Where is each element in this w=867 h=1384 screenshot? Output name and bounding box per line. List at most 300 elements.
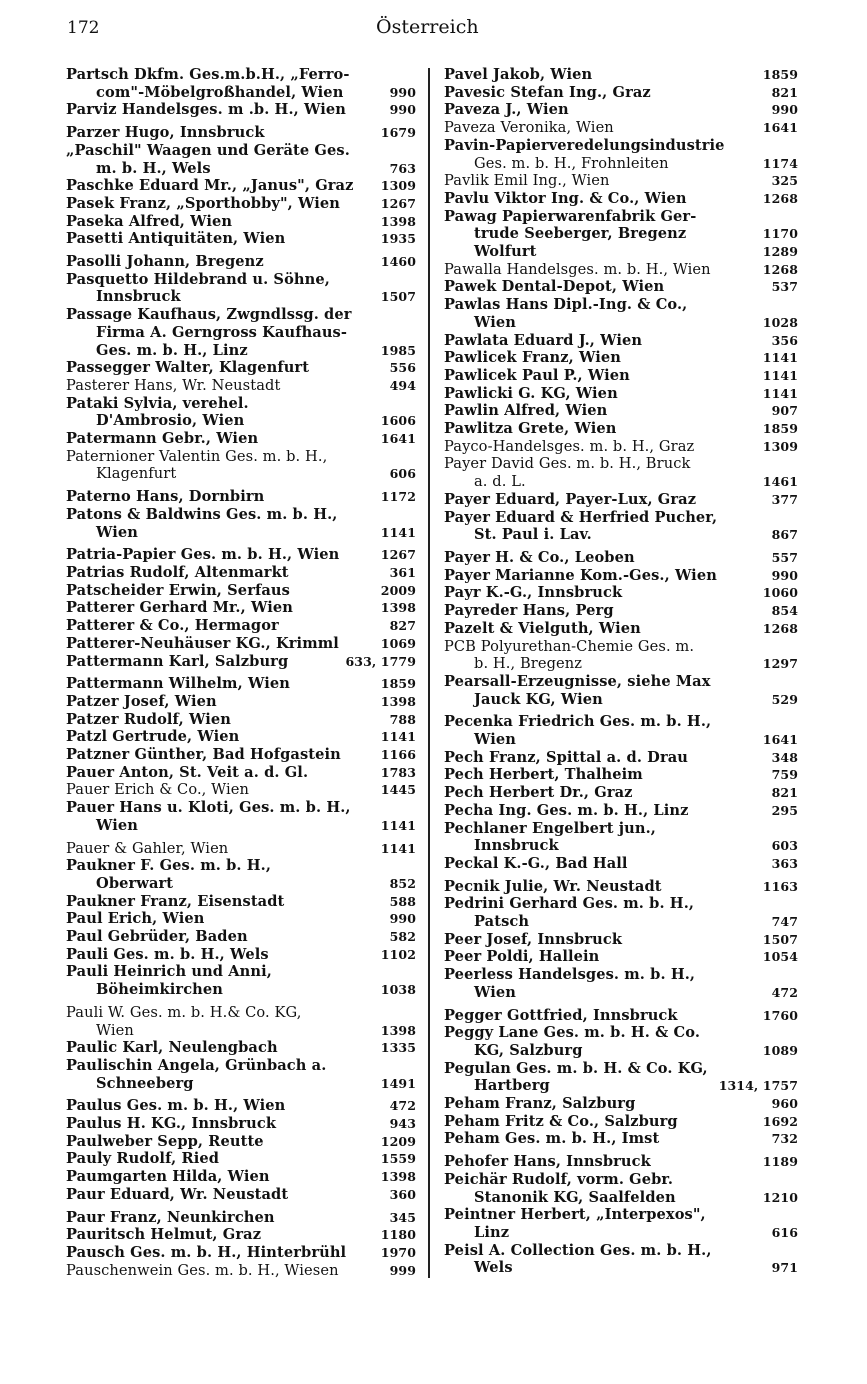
entry-name: Peham Fritz & Co., Salzburg [444, 1112, 678, 1130]
entry-continuation: Firma A. Gerngross Kaufhaus- [96, 323, 348, 341]
directory-entry [444, 1060, 798, 1095]
entry-name: Patermann Gebr., Wien [66, 430, 259, 448]
directory-entry [66, 253, 416, 271]
entry-name: Paukner F. Ges. m. b. H., [66, 857, 272, 875]
entry-name: Pehofer Hans, Innsbruck [444, 1153, 651, 1171]
entry-name: Parzer Hugo, Innsbruck [66, 124, 265, 142]
entry-continuation: D'Ambrosio, Wien [96, 412, 245, 430]
entry-page-ref: 325 [771, 173, 798, 189]
directory-entry [444, 190, 798, 208]
entry-name: Passegger Walter, Klagenfurt [66, 359, 310, 377]
entry-page-ref: 1641 [762, 732, 798, 748]
entry-name: Patzer Rudolf, Wien [66, 710, 231, 728]
entry-page-ref: 763 [389, 160, 416, 176]
directory-entry [66, 430, 416, 448]
entry-name: Paul Erich, Wien [66, 910, 205, 928]
entry-continuation: KG, Salzburg [474, 1041, 583, 1059]
entry-continuation: Wien [474, 313, 516, 331]
entry-page-ref: 1445 [380, 782, 416, 798]
entry-name: Payer David Ges. m. b. H., Bruck [444, 455, 691, 473]
directory-entry [66, 306, 416, 359]
entry-page-ref: 960 [771, 1096, 798, 1112]
entry-page-ref: 747 [771, 914, 798, 930]
directory-entry [444, 855, 798, 873]
entry-page-ref: 1102 [380, 946, 416, 962]
directory-entry [444, 137, 798, 172]
entry-name: Pavesic Stefan Ing., Graz [444, 83, 651, 101]
entry-page-ref: 1141 [762, 350, 798, 366]
entry-name: Patons & Baldwins Ges. m. b. H., [66, 505, 338, 523]
directory-entry [444, 766, 798, 784]
entry-page-ref: 1641 [380, 431, 416, 447]
entry-page-ref: 1069 [380, 635, 416, 651]
entry-page-ref: 1507 [380, 289, 416, 305]
directory-entry [66, 764, 416, 782]
entry-name: Pawlicek Franz, Wien [444, 349, 621, 367]
directory-entry [66, 101, 416, 119]
directory-entry [444, 66, 798, 84]
entry-name: Paulus Ges. m. b. H., Wien [66, 1097, 286, 1115]
entry-page-ref: 1935 [380, 231, 416, 247]
entry-continuation: Patsch [474, 913, 530, 931]
directory-entry [444, 385, 798, 403]
entry-name: Pawlicek Paul P., Wien [444, 366, 630, 384]
directory-entry [66, 635, 416, 653]
entry-name: Pauly Rudolf, Ried [66, 1150, 220, 1168]
directory-entry [444, 1024, 798, 1059]
entry-page-ref: 1606 [380, 413, 416, 429]
entry-continuation: Böheimkirchen [96, 981, 223, 999]
entry-page-ref: 1170 [762, 226, 798, 242]
right-column [444, 66, 798, 1277]
directory-entry [66, 599, 416, 617]
entry-page-ref: 356 [771, 332, 798, 348]
directory-entry [444, 820, 798, 855]
entry-name: Patterer-Neuhäuser KG., Krimml [66, 634, 339, 652]
directory-entry [66, 1150, 416, 1168]
entry-name: Pavin-Papierveredelungsindustrie [444, 136, 725, 154]
directory-entry [444, 491, 798, 509]
entry-name: Payer Marianne Kom.-Ges., Wien [444, 566, 717, 584]
directory-entry [66, 66, 416, 101]
directory-entry [444, 1095, 798, 1113]
entry-page-ref: 1507 [762, 931, 798, 947]
entry-page-ref: 1641 [762, 120, 798, 136]
entry-name: Payer Eduard, Payer-Lux, Graz [444, 490, 697, 508]
entry-name: Pecnik Julie, Wr. Neustadt [444, 877, 662, 895]
entry-continuation: Stanonik KG, Saalfelden [474, 1188, 676, 1206]
entry-name: Paur Eduard, Wr. Neustadt [66, 1185, 289, 1203]
entry-page-ref: 1783 [380, 764, 416, 780]
entry-page-ref: 633, 1779 [345, 653, 416, 669]
directory-entry [444, 278, 798, 296]
directory-entry [66, 1168, 416, 1186]
entry-name: Pauli Heinrich und Anni, [66, 963, 272, 981]
directory-entry [66, 177, 416, 195]
entry-page-ref: 990 [771, 102, 798, 118]
entry-page-ref: 1141 [380, 817, 416, 833]
entry-page-ref: 1859 [762, 421, 798, 437]
page-title: Österreich [376, 16, 479, 38]
directory-entry [444, 584, 798, 602]
directory-entry [444, 1130, 798, 1148]
directory-entry [444, 638, 798, 673]
entry-page-ref: 827 [389, 618, 416, 634]
entry-page-ref: 1314, 1757 [718, 1078, 798, 1094]
entry-name: Pauer Erich & Co., Wien [66, 781, 250, 799]
entry-page-ref: 363 [771, 855, 798, 871]
entry-page-ref: 821 [771, 84, 798, 100]
entry-continuation: St. Paul i. Lav. [474, 526, 592, 544]
entry-name: Peham Ges. m. b. H., Imst [444, 1130, 660, 1148]
entry-page-ref: 1267 [380, 195, 416, 211]
directory-entry [444, 420, 798, 438]
entry-name: Pauer Hans u. Kloti, Ges. m. b. H., [66, 799, 351, 817]
entry-page-ref: 1460 [380, 254, 416, 270]
entry-name: Pecenka Friedrich Ges. m. b. H., [444, 713, 712, 731]
directory-entry [66, 1057, 416, 1092]
entry-page-ref: 295 [771, 802, 798, 818]
directory-entry [444, 119, 798, 137]
entry-continuation: Innsbruck [96, 288, 181, 306]
directory-entry [66, 230, 416, 248]
entry-name: Paulic Karl, Neulengbach [66, 1039, 278, 1057]
entry-name: Peichär Rudolf, vorm. Gebr. [444, 1170, 674, 1188]
directory-entry [444, 402, 798, 420]
directory-entry [66, 213, 416, 231]
entry-continuation: Wien [474, 731, 516, 749]
entry-page-ref: 1209 [380, 1133, 416, 1149]
directory-entry [66, 910, 416, 928]
directory-entry [66, 377, 416, 395]
entry-page-ref: 494 [389, 377, 416, 393]
directory-entry [66, 395, 416, 430]
directory-entry [66, 711, 416, 729]
entry-page-ref: 377 [771, 491, 798, 507]
entry-page-ref: 1461 [762, 474, 798, 490]
entry-name: Paulischin Angela, Grünbach a. [66, 1056, 327, 1074]
directory-entry [66, 963, 416, 998]
directory-entry [66, 617, 416, 635]
entry-name: Partsch Dkfm. Ges.m.b.H., „Ferro- [66, 66, 350, 83]
entry-name: Paul Gebrüder, Baden [66, 928, 248, 946]
entry-continuation: Wien [96, 816, 138, 834]
directory-entry [444, 895, 798, 930]
entry-name: Pawlitza Grete, Wien [444, 420, 617, 438]
directory-entry [444, 349, 798, 367]
entry-name: Pech Herbert, Thalheim [444, 766, 643, 784]
directory-entry [66, 1226, 416, 1244]
directory-entry [444, 84, 798, 102]
entry-page-ref: 1398 [380, 1169, 416, 1185]
entry-page-ref: 1491 [380, 1075, 416, 1091]
entry-continuation: com"-Möbelgroßhandel, Wien [96, 83, 344, 101]
directory-entry [66, 546, 416, 564]
directory-entry [444, 1007, 798, 1025]
entry-page-ref: 1189 [762, 1154, 798, 1170]
entry-page-ref: 999 [389, 1262, 416, 1278]
entry-continuation: trude Seeberger, Bregenz [474, 225, 687, 243]
entry-name: Pearsall-Erzeugnisse, siehe Max [444, 672, 711, 690]
directory-entry [444, 455, 798, 490]
entry-page-ref: 943 [389, 1116, 416, 1132]
entry-name: Payco-Handelsges. m. b. H., Graz [444, 437, 695, 455]
directory-entry [66, 1097, 416, 1115]
directory-entry [66, 271, 416, 306]
entry-name: Pecha Ing. Ges. m. b. H., Linz [444, 801, 689, 819]
entry-name: Pazelt & Vielguth, Wien [444, 619, 641, 637]
entry-page-ref: 759 [771, 767, 798, 783]
left-column [66, 66, 416, 1279]
entry-name: Pausch Ges. m. b. H., Hinterbrühl [66, 1244, 347, 1261]
directory-entry [66, 653, 416, 671]
entry-page-ref: 557 [771, 549, 798, 565]
directory-entry [444, 172, 798, 190]
entry-page-ref: 1692 [762, 1113, 798, 1129]
entry-page-ref: 971 [771, 1260, 798, 1276]
entry-page-ref: 582 [389, 929, 416, 945]
entry-continuation: Wien [96, 1021, 134, 1039]
entry-page-ref: 361 [389, 564, 416, 580]
directory-entry [66, 1186, 416, 1204]
entry-name: Patria-Papier Ges. m. b. H., Wien [66, 546, 340, 564]
entry-name: Paschke Eduard Mr., „Janus", Graz [66, 177, 354, 195]
directory-entry [444, 878, 798, 896]
directory-entry [66, 728, 416, 746]
entry-continuation: Oberwart [96, 874, 174, 892]
entry-page-ref: 1172 [380, 489, 416, 505]
directory-entry [66, 488, 416, 506]
entry-name: Pauer & Gahler, Wien [66, 839, 229, 857]
directory-entry [444, 509, 798, 544]
entry-name: Paur Franz, Neunkirchen [66, 1208, 275, 1226]
directory-entry [444, 948, 798, 966]
entry-page-ref: 1089 [762, 1042, 798, 1058]
entry-name: Pawlin Alfred, Wien [444, 402, 608, 420]
page-number: 172 [67, 18, 100, 38]
entry-page-ref: 556 [389, 360, 416, 376]
entry-name: Paulus H. KG., Innsbruck [66, 1115, 277, 1133]
entry-page-ref: 990 [771, 567, 798, 583]
entry-name: Pauli W. Ges. m. b. H.& Co. KG, [66, 1003, 302, 1021]
page-header [0, 0, 867, 40]
directory-entry [66, 781, 416, 799]
entry-page-ref: 529 [771, 691, 798, 707]
directory-entry [444, 1242, 798, 1277]
entry-page-ref: 588 [389, 893, 416, 909]
directory-entry [66, 1209, 416, 1227]
entry-continuation: Wels [474, 1259, 513, 1277]
entry-name: Pawek Dental-Depot, Wien [444, 278, 665, 296]
directory-entry [66, 1004, 416, 1039]
entry-continuation: Jauck KG, Wien [474, 690, 603, 708]
entry-continuation: Wien [96, 523, 138, 541]
directory-entry [66, 840, 416, 858]
entry-page-ref: 1268 [762, 190, 798, 206]
entry-name: Pasolli Johann, Bregenz [66, 253, 264, 271]
entry-page-ref: 1141 [380, 840, 416, 856]
column-divider [428, 68, 430, 1278]
directory-entry [444, 549, 798, 567]
entry-page-ref: 1289 [762, 244, 798, 260]
directory-entry [444, 243, 798, 261]
directory-entry [66, 142, 416, 177]
directory-entry [66, 359, 416, 377]
entry-page-ref: 1859 [762, 67, 798, 82]
entry-name: Passage Kaufhaus, Zwgndlssg. der [66, 306, 352, 324]
entry-name: Peer Poldi, Hallein [444, 948, 600, 966]
directory-entry [66, 195, 416, 213]
entry-page-ref: 867 [771, 527, 798, 543]
entry-name: Pauli Ges. m. b. H., Wels [66, 945, 269, 963]
entry-page-ref: 1028 [762, 314, 798, 330]
entry-page-ref: 1985 [380, 342, 416, 358]
entry-name: Paterno Hans, Dornbirn [66, 488, 265, 506]
entry-page-ref: 606 [389, 466, 416, 482]
entry-continuation: Schneeberg [96, 1074, 194, 1092]
directory-entry [444, 931, 798, 949]
directory-entry [66, 893, 416, 911]
entry-name: Paternioner Valentin Ges. m. b. H., [66, 447, 328, 465]
entry-page-ref: 788 [389, 711, 416, 727]
directory-entry [66, 746, 416, 764]
entry-page-ref: 1559 [380, 1151, 416, 1167]
entry-page-ref: 1174 [762, 155, 798, 171]
entry-name: Pavel Jakob, Wien [444, 66, 593, 83]
entry-page-ref: 616 [771, 1225, 798, 1240]
entry-name: Pavlik Emil Ing., Wien [444, 172, 610, 190]
entry-continuation: m. b. H., Wels [96, 159, 211, 177]
entry-page-ref: 360 [389, 1186, 416, 1202]
entry-name: PCB Polyurethan-Chemie Ges. m. [444, 637, 695, 655]
entry-name: Pavlu Viktor Ing. & Co., Wien [444, 189, 687, 207]
directory-entry [66, 1262, 416, 1280]
entry-name: „Paschil" Waagen und Geräte Ges. [66, 141, 350, 159]
directory-entry [444, 261, 798, 279]
entry-name: Payreder Hans, Perg [444, 602, 614, 620]
entry-continuation: Klagenfurt [96, 465, 177, 483]
entry-page-ref: 1398 [380, 600, 416, 616]
entry-name: Patzl Gertrude, Wien [66, 728, 240, 746]
entry-name: Patzner Günther, Bad Hofgastein [66, 746, 341, 764]
entry-page-ref: 1268 [762, 620, 798, 636]
entry-name: Patterer & Co., Hermagor [66, 617, 279, 635]
entry-name: Pegger Gottfried, Innsbruck [444, 1006, 678, 1024]
entry-page-ref: 472 [771, 984, 798, 1000]
entry-page-ref: 1679 [380, 125, 416, 141]
entry-page-ref: 1141 [380, 729, 416, 745]
entry-page-ref: 1297 [762, 656, 798, 672]
entry-page-ref: 1180 [380, 1227, 416, 1243]
entry-page-ref: 1060 [762, 585, 798, 601]
entry-name: Pech Herbert Dr., Graz [444, 784, 633, 802]
entry-page-ref: 907 [771, 403, 798, 419]
entry-name: Payer H. & Co., Leoben [444, 548, 635, 566]
directory-entry [444, 802, 798, 820]
entry-name: Pegulan Ges. m. b. H. & Co. KG, [444, 1059, 708, 1077]
entry-continuation: Ges. m. b. H., Frohnleiten [474, 154, 669, 172]
entry-page-ref: 854 [771, 603, 798, 619]
directory-entry [66, 506, 416, 541]
directory-entry [444, 567, 798, 585]
directory-entry [444, 1153, 798, 1171]
entry-page-ref: 1166 [380, 747, 416, 763]
entry-page-ref: 1398 [380, 693, 416, 709]
directory-entry [444, 966, 798, 1001]
directory-entry [66, 1133, 416, 1151]
directory-entry [66, 124, 416, 142]
entry-page-ref: 537 [771, 279, 798, 295]
directory-entry [66, 1115, 416, 1133]
entry-page-ref: 1760 [762, 1007, 798, 1023]
entry-name: Peintner Herbert, „Interpexos", [444, 1206, 706, 1224]
entry-name: Parviz Handelsges. m .b. H., Wien [66, 101, 346, 119]
entry-page-ref: 990 [389, 911, 416, 927]
entry-page-ref: 1970 [380, 1245, 416, 1260]
entry-continuation: b. H., Bregenz [474, 655, 583, 673]
directory-entry [66, 799, 416, 834]
entry-name: Paumgarten Hilda, Wien [66, 1168, 270, 1186]
entry-name: Pauschenwein Ges. m. b. H., Wiesen [66, 1261, 339, 1279]
entry-continuation: Wien [474, 983, 516, 1001]
directory-entry [66, 448, 416, 483]
entry-name: Payer Eduard & Herfried Pucher, [444, 508, 718, 526]
entry-name: Pawlas Hans Dipl.-Ing. & Co., [444, 296, 688, 314]
entry-name: Paulweber Sepp, Reutte [66, 1132, 264, 1150]
entry-page-ref: 1335 [380, 1040, 416, 1056]
entry-name: Pawlicki G. KG, Wien [444, 384, 618, 402]
entry-name: Pawalla Handelsges. m. b. H., Wien [444, 260, 711, 278]
directory-entry [66, 928, 416, 946]
entry-page-ref: 1141 [762, 385, 798, 401]
directory-entry [444, 101, 798, 119]
directory-entry [444, 1171, 798, 1206]
entry-name: Patscheider Erwin, Serfaus [66, 581, 290, 599]
entry-page-ref: 852 [389, 875, 416, 891]
entry-page-ref: 1309 [380, 178, 416, 194]
entry-name: Patrias Rudolf, Altenmarkt [66, 563, 289, 581]
directory-entry [66, 564, 416, 582]
entry-name: Pattermann Karl, Salzburg [66, 652, 289, 670]
entry-name: Paukner Franz, Eisenstadt [66, 892, 285, 910]
entry-page-ref: 1309 [762, 438, 798, 454]
directory-entry [444, 438, 798, 456]
directory-entry [444, 602, 798, 620]
entry-continuation: Ges. m. b. H., Linz [96, 341, 248, 359]
directory-entry [66, 693, 416, 711]
entry-name: Paveza Veronika, Wien [444, 119, 614, 137]
directory-entry [444, 208, 798, 243]
entry-page-ref: 1398 [380, 213, 416, 229]
entry-name: Pawag Papierwarenfabrik Ger- [444, 207, 697, 225]
entry-name: Pauritsch Helmut, Graz [66, 1226, 262, 1244]
entry-page-ref: 1859 [380, 676, 416, 692]
entry-name: Peer Josef, Innsbruck [444, 930, 623, 948]
entry-continuation: Hartberg [474, 1077, 550, 1095]
entry-name: Pechlaner Engelbert jun., [444, 819, 656, 837]
entry-name: Pedrini Gerhard Ges. m. b. H., [444, 895, 695, 913]
entry-name: Peisl A. Collection Ges. m. b. H., [444, 1241, 712, 1259]
directory-entry [444, 620, 798, 638]
directory-entry [444, 332, 798, 350]
entry-continuation: Innsbruck [474, 837, 559, 855]
entry-name: Pattermann Wilhelm, Wien [66, 675, 290, 693]
entry-page-ref: 2009 [380, 582, 416, 598]
directory-entry [66, 582, 416, 600]
entry-name: Patzer Josef, Wien [66, 692, 217, 710]
entry-name: Payr K.-G., Innsbruck [444, 584, 623, 602]
directory-entry [66, 1244, 416, 1262]
